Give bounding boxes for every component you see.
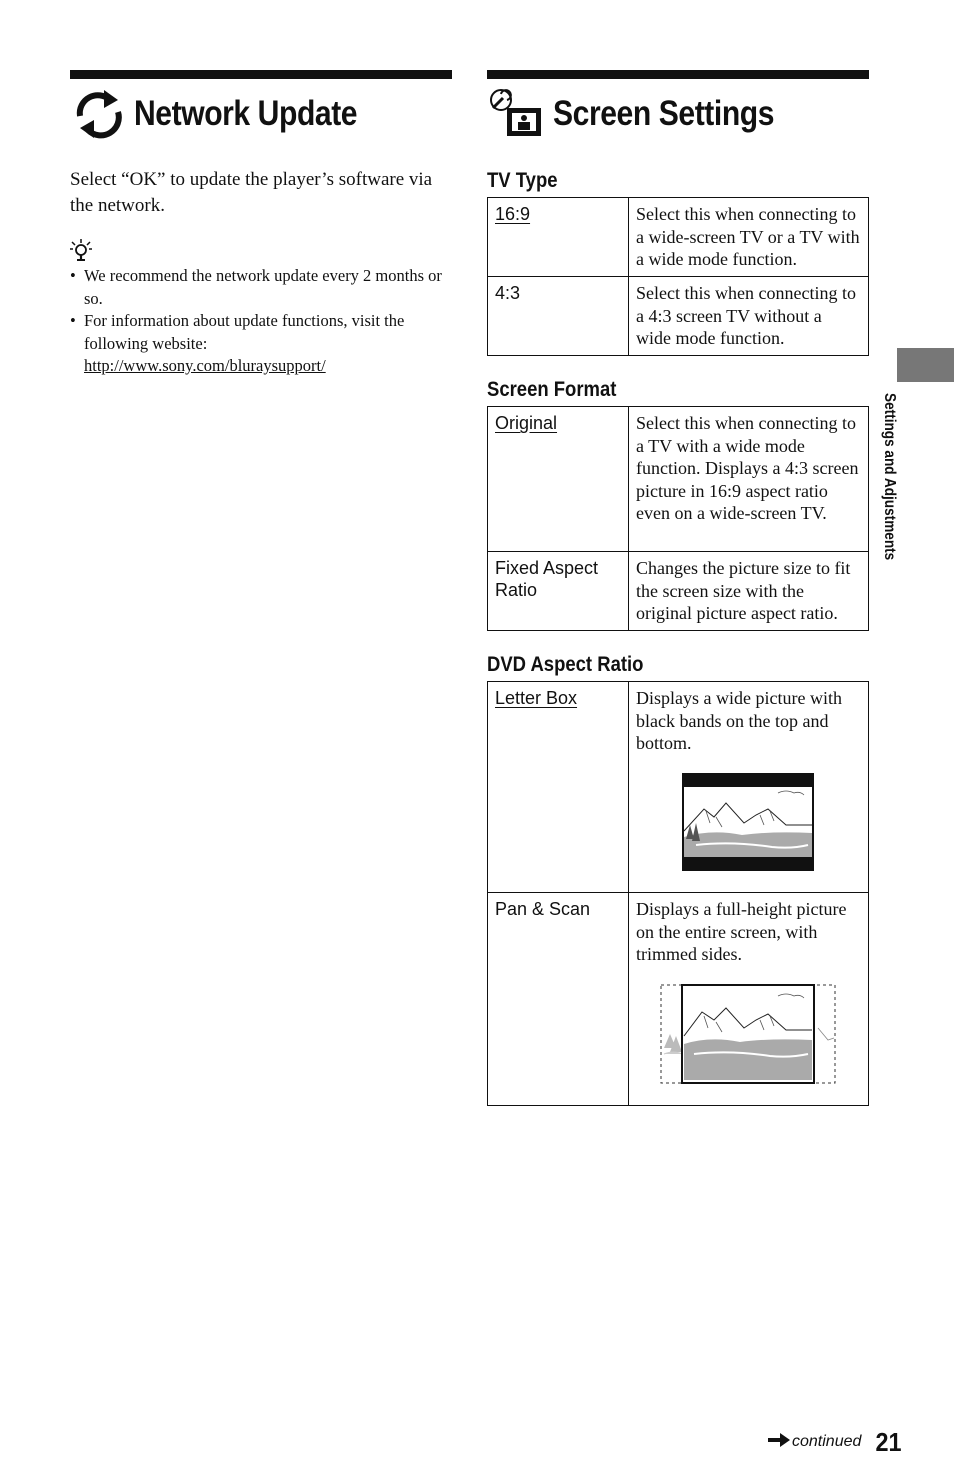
hint-list bbox=[70, 265, 452, 378]
chapter-tab-marker bbox=[897, 348, 954, 382]
table-row bbox=[488, 277, 869, 356]
option-16-9[interactable]: 16:9 bbox=[488, 198, 629, 277]
letterbox-illustration bbox=[682, 773, 861, 877]
screen-settings-section bbox=[487, 70, 869, 1106]
option-original[interactable]: Original bbox=[488, 407, 629, 552]
page-number: 21 bbox=[875, 1426, 902, 1457]
option-description: Displays a full-height picture on the entire screen, with trimmed sides. bbox=[629, 893, 869, 1106]
option-pan-scan[interactable]: Pan & Scan bbox=[488, 893, 629, 1106]
option-description: Displays a wide picture with black bands on the top and bottom. bbox=[629, 682, 869, 893]
option-letter-box[interactable]: Letter Box bbox=[488, 682, 629, 893]
page-footer bbox=[768, 1424, 918, 1460]
tv-type-table bbox=[487, 197, 869, 356]
chapter-side-label: Settings and Adjustments bbox=[881, 393, 898, 561]
network-update-heading bbox=[70, 85, 452, 143]
dvd-aspect-ratio-table bbox=[487, 681, 869, 1106]
page-title: Screen Settings bbox=[553, 94, 775, 133]
option-description: Select this when connecting to a 4:3 screen TV without a wide mode function. bbox=[629, 277, 869, 356]
continued-label: continued bbox=[792, 1433, 862, 1450]
option-4-3[interactable]: 4:3 bbox=[488, 277, 629, 356]
network-update-section bbox=[70, 70, 452, 378]
lightbulb-hint-icon bbox=[70, 239, 452, 265]
screen-format-table bbox=[487, 406, 869, 631]
table-row bbox=[488, 407, 869, 552]
table-row bbox=[488, 682, 869, 893]
arrow-right-icon bbox=[768, 1433, 792, 1452]
tv-type-heading: TV Type bbox=[487, 169, 558, 192]
table-row bbox=[488, 198, 869, 277]
table-row bbox=[488, 552, 869, 631]
section-rule bbox=[70, 70, 452, 79]
screen-settings-heading bbox=[487, 85, 869, 143]
network-update-intro: Select “OK” to update the player’s software via the network. bbox=[70, 169, 433, 216]
option-description: Changes the picture size to fit the screen size with the original picture aspect ratio. bbox=[629, 552, 869, 631]
refresh-icon bbox=[70, 85, 134, 143]
option-fixed-aspect-ratio[interactable]: Fixed Aspect Ratio bbox=[488, 552, 629, 631]
option-description: Select this when connecting to a wide-screen TV or a TV with a wide mode function. bbox=[629, 198, 869, 277]
table-row bbox=[488, 893, 869, 1106]
hint-item: • We recommend the network update every 2 months or so. bbox=[70, 265, 452, 310]
option-description: Select this when connecting to a TV with a wide mode function. Displays a 4:3 screen picture in 16:9 aspect ratio even on a wide-screen TV. bbox=[629, 407, 869, 552]
page-title: Network Update bbox=[134, 94, 358, 133]
hint-item: • For information about update functions, visit the following website: http://www.sony.com/bluraysupport/ bbox=[70, 310, 452, 378]
section-rule bbox=[487, 70, 869, 79]
pan-scan-illustration bbox=[660, 984, 861, 1090]
support-website-link[interactable]: http://www.sony.com/bluraysupport/ bbox=[84, 356, 326, 375]
screen-settings-icon bbox=[487, 85, 553, 143]
dvd-aspect-ratio-heading: DVD Aspect Ratio bbox=[487, 653, 644, 676]
screen-format-heading: Screen Format bbox=[487, 378, 617, 401]
